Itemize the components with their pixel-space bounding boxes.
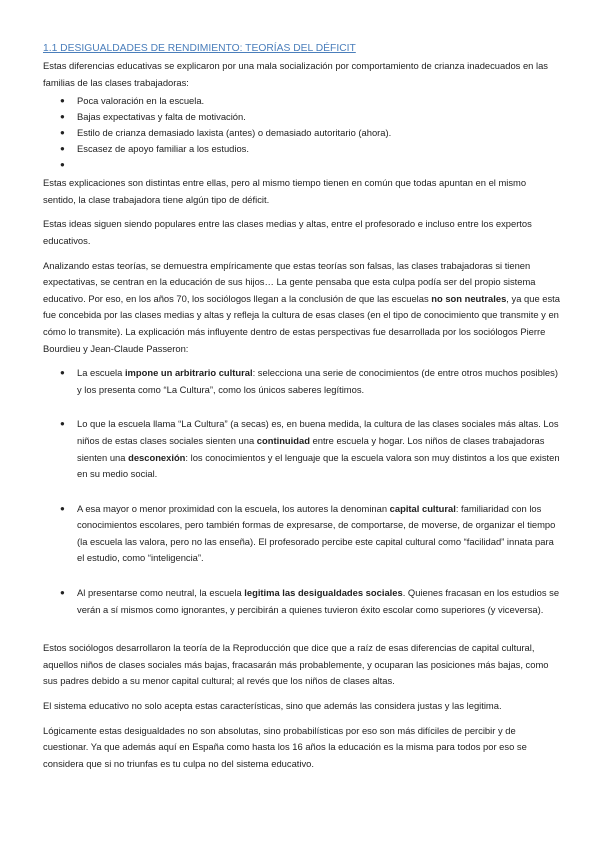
bold-term: legitima las desigualdades sociales [244, 587, 403, 599]
deficit-list [43, 93, 560, 173]
intro-paragraph: Estas diferencias educativas se explicaron por una mala socialización por comportamiento de crianza inadecuados en las familias de las clases trabajadoras: [43, 60, 548, 88]
paragraph-reproduction-theory: Estos sociólogos desarrollaron la teoría de la Reproducción que dice que a raíz de esas diferencias de capital cultural, aquellos niños de clases sociales más bajas, fracasarán más probablemente, y ocuparan las posiciones más bajas, como sus padres debido a su menor capital cultural; al revés que los niños de clases altas. [43, 642, 549, 687]
list-item: ● Poca valoración en la escuela. [43, 93, 560, 109]
bullet-icon: ● [60, 368, 65, 378]
bullet-icon: ● [60, 144, 65, 154]
bullet-icon: ● [60, 419, 65, 429]
list-item: ● Lo que la escuela llama “La Cultura” (a secas) es, en buena medida, la cultura de las clases sociales más altas. Los niños de estas clases sociales sienten una continuidad entre escuela y hogar. Los niños de clases trabajadoras sienten una desconexión: los conocimientos y el lenguaje que la escuela valora son muy distintos a los que existen en su medio social. [60, 418, 560, 480]
bold-term: impone un arbitrario cultural [124, 367, 253, 379]
list-item: ● Al presentarse como neutral, la escuela legitima las desigualdades sociales. Quienes fracasan en los estudios se verán a sí mismos como ignorantes, y percibirán a quienes tuvieron éxito escolar como superiores (y viceversa). [60, 587, 560, 615]
list-item: ● La escuela impone un arbitrario cultural: selecciona una serie de conocimientos (de entre otros muchos posibles) y los presenta como “La Cultura”, como los únicos saberes legítimos. [60, 367, 558, 395]
section-heading: 1.1 DESIGUALDADES DE RENDIMIENTO: TEORÍAS DEL DÉFICIT [43, 43, 356, 54]
paragraph-popular-ideas: Estas ideas siguen siendo populares entre las clases medias y altas, entre el profesorado e incluso entre los expertos educativos. [43, 218, 532, 246]
paragraph-analysis: Analizando estas teorías, se demuestra empíricamente que estas teorías son falsas, las clases trabajadoras si tienen expectativas, se centran en la educación de sus hijos… La gente pensaba que esta culpa podía ser del propio sistema educativo. Por eso, en los años 70, los sociólogos llegan a la conclusión de que las escuelas no son neutrales, ya que esta fue concebida por las clases medias y altas y refleja la cultura de esas clases (en el tipo de conocimiento que transmite y en cómo lo transmite). La explicación más influyente dentro de estas perspectivas fue desarrollada por los sociólogos Pierre Bourdieu y Jean-Claude Passeron: [43, 259, 560, 354]
bullet-icon: ● [60, 160, 65, 170]
bold-term: desconexión [128, 451, 186, 463]
paragraph-probabilistic: Lógicamente estas desigualdades no son absolutas, sino probabilísticas por eso son más difíciles de percibir y de cuestionar. Ya que además aquí en España como hasta los 16 años la educación es la misma para todos por eso se considera que si no triunfas es tu culpa no del sistema educativo. [43, 724, 527, 769]
bullet-icon: ● [60, 96, 65, 106]
list-item: ● Escasez de apoyo familiar a los estudios. [43, 141, 560, 157]
bullet-icon: ● [60, 128, 65, 138]
list-item: ● Bajas expectativas y falta de motivación. [43, 109, 560, 125]
paragraph-deficit-common: Estas explicaciones son distintas entre ellas, pero al mismo tiempo tienen en común que todas apuntan en el mismo sentido, la clase trabajadora tiene algún tipo de déficit. [43, 177, 527, 205]
list-item [43, 157, 560, 173]
paragraph-legitimation: El sistema educativo no solo acepta estas características, sino que además las considera justas y las legitima. [43, 700, 502, 712]
reproduction-list [43, 365, 560, 618]
bullet-icon: ● [60, 588, 65, 598]
list-item: ● Estilo de crianza demasiado laxista (antes) o demasiado autoritario (ahora). [43, 125, 560, 141]
bullet-icon: ● [60, 503, 65, 513]
bold-term: continuidad [256, 434, 310, 446]
bold-term: capital cultural [389, 502, 456, 514]
bold-term: no son neutrales [431, 292, 507, 304]
bullet-icon: ● [60, 112, 65, 122]
list-item: ● A esa mayor o menor proximidad con la escuela, los autores la denominan capital cultural: familiaridad con los conocimientos escolares, pero también formas de expresarse, de comportarse, de moverse, de organizar el tiempo (la escuela las valora, pero no las enseña). El profesorado percibe este capital cultural como “facilidad” innata para el estudio, como “inteligencia”. [60, 502, 556, 564]
